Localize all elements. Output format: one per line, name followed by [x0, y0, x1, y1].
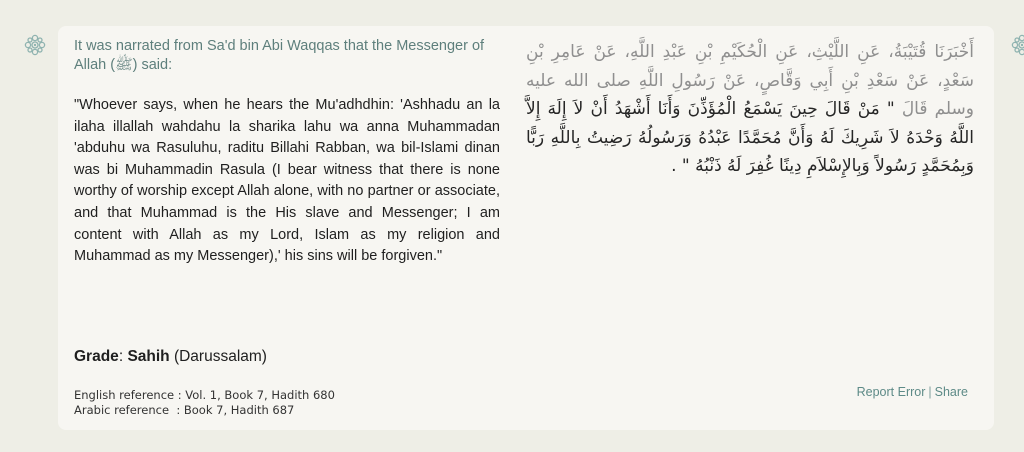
arabic-reference: Arabic reference : Book 7, Hadith 687 [74, 403, 295, 417]
grade-label: Grade [74, 348, 119, 365]
floral-ornament-icon [1010, 33, 1024, 57]
floral-ornament-icon [23, 33, 47, 57]
narrator-chain: It was narrated from Sa'd bin Abi Waqqas that the Messenger of Allah (ﷺ) said: [74, 38, 485, 73]
hadith-card [58, 26, 994, 430]
hadith-actions [857, 385, 968, 399]
actions-separator: | [928, 385, 932, 399]
hadith-grade [74, 348, 267, 366]
english-translation [74, 37, 500, 268]
hadith-english-text: "Whoever says, when he hears the Mu'adhdhin: 'Ashhadu an la ilaha illallah wahdahu la sharika lahu wa anna Muhammadan 'abduhu wa Rasuluhu, raditu Billahi Rabban, wa bil-Islami dinan was bi Muhammadin Rasula (I bear witness that there is none worthy of worship except Allah alone, with no partner or associate, and that Muhammad is the His slave and Messenger; I am content with Allah as my Lord, Islam as my religion and Muhammad as my Messenger),' his sins will be forgiven." [74, 97, 500, 265]
references [74, 388, 335, 418]
arabic-isnad: أَخْبَرَنَا قُتَيْبَةُ، عَنِ اللَّيْثِ، عَنِ الْحُكَيْمِ بْنِ عَبْدِ اللَّهِ، عَنْ عَامِرِ بْنِ سَعْدٍ، عَنْ سَعْدِ بْنِ أَبِي وَقَّاصٍ، عَنْ رَسُولِ اللَّهِ صلى الله عليه وسلم قَالَ [526, 42, 975, 119]
grade-source: (Darussalam) [173, 348, 267, 365]
english-reference: English reference : Vol. 1, Book 7, Hadith 680 [74, 388, 335, 402]
grade-separator: : [118, 348, 124, 365]
arabic-matn: " مَنْ قَالَ حِينَ يَسْمَعُ الْمُؤَذِّنَ وَأَنَا أَشْهَدُ أَنْ لاَ إِلَهَ إِلاَّ اللَّهُ وَحْدَهُ لاَ شَرِيكَ لَهُ وَأَنَّ مُحَمَّدًا عَبْدُهُ وَرَسُولُهُ رَضِيتُ بِاللَّهِ رَبًّا وَبِمُحَمَّدٍ رَسُولاً وَبِالإِسْلاَمِ دِينًا غُفِرَ لَهُ ذَنْبُهُ " . [526, 99, 974, 176]
arabic-text [526, 38, 974, 181]
report-error-link[interactable]: Report Error [856, 385, 926, 399]
share-link[interactable]: Share [934, 385, 968, 399]
grade-value: Sahih [127, 348, 170, 365]
